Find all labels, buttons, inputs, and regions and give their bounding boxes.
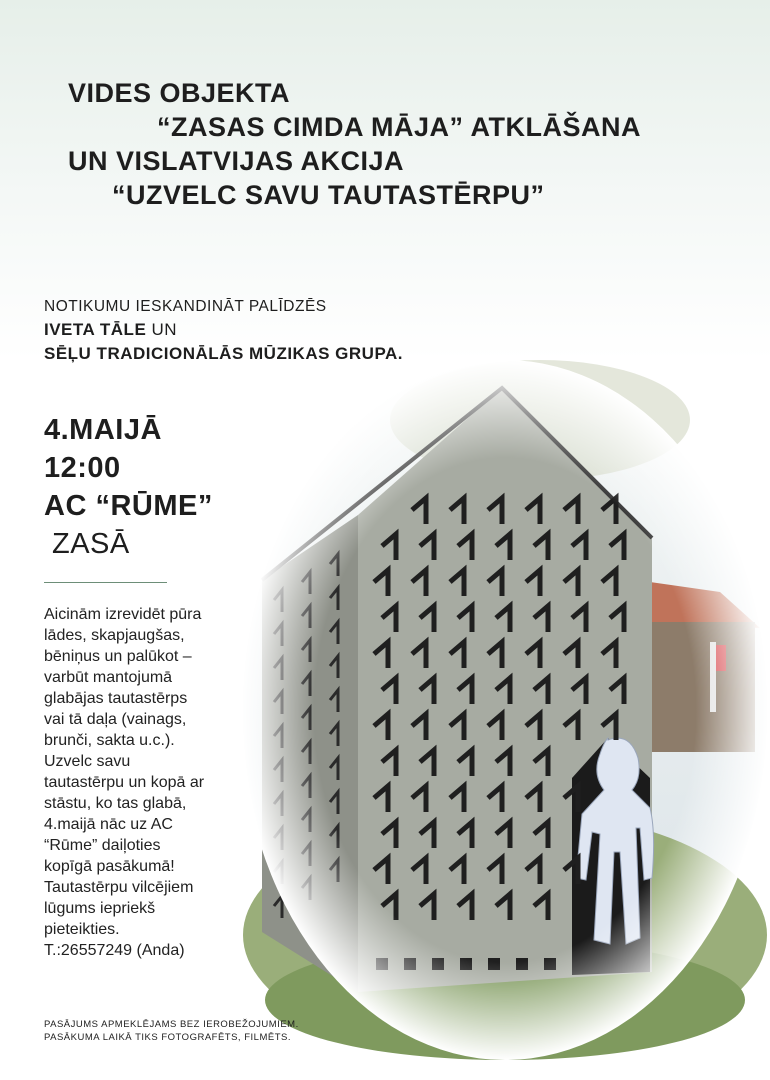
title-line-3: UN VISLATVIJAS AKCIJA bbox=[68, 146, 405, 176]
performer-names bbox=[44, 320, 177, 340]
title-line-4: “UZVELC SAVU TAUTASTĒRPU” bbox=[112, 180, 545, 210]
description-line: stāstu, ko tas glabā, bbox=[44, 795, 187, 812]
description-text bbox=[44, 604, 254, 961]
title-line-1: VIDES OBJEKTA bbox=[68, 78, 291, 108]
event-date: 4.MAIJĀ bbox=[44, 414, 162, 446]
description-line: glabājas tautastērps bbox=[44, 690, 188, 707]
description-line: bēniņus un palūkot – bbox=[44, 648, 192, 665]
description-line: varbūt mantojumā bbox=[44, 669, 173, 686]
description-line: Aicinām izrevidēt pūra bbox=[44, 606, 202, 623]
description-line: lūgums iepriekš bbox=[44, 900, 156, 917]
description-line: Uzvelc savu bbox=[44, 753, 131, 770]
description-line: pieteikties. bbox=[44, 921, 120, 938]
footer-line-1: PASĀJUMS APMEKLĒJAMS BEZ IEROBEŽOJUMIEM. bbox=[44, 1019, 299, 1030]
description-line: 4.maijā nāc uz AC bbox=[44, 816, 173, 833]
building-photo bbox=[240, 360, 770, 1060]
footer-line-2: PASĀKUMA LAIKĀ TIKS FOTOGRAFĒTS, FILMĒTS. bbox=[44, 1032, 291, 1043]
event-venue: AC “RŪME” bbox=[44, 490, 213, 522]
photo-vignette bbox=[240, 360, 770, 1060]
description-line: “Rūme” daiļoties bbox=[44, 837, 161, 854]
performers-intro: NOTIKUMU IESKANDINĀT PALĪDZĒS bbox=[44, 298, 327, 315]
description-line: brunči, sakta u.c.). bbox=[44, 732, 175, 749]
performer-and: UN bbox=[151, 320, 178, 339]
divider bbox=[44, 582, 167, 583]
description-line: kopīgā pasākumā! bbox=[44, 858, 175, 875]
description-line: Tautastērpu vilcējiem bbox=[44, 879, 194, 896]
description-line: tautastērpu un kopā ar bbox=[44, 774, 205, 791]
footer-notice bbox=[44, 1018, 299, 1044]
event-town: ZASĀ bbox=[52, 528, 130, 560]
performer-group: SĒĻU TRADICIONĀLĀS MŪZIKAS GRUPA. bbox=[44, 344, 404, 363]
performer-name: IVETA TĀLE bbox=[44, 320, 147, 339]
event-time: 12:00 bbox=[44, 452, 121, 484]
description-line: vai tā daļa (vainags, bbox=[44, 711, 187, 728]
description-line: T.:26557249 (Anda) bbox=[44, 942, 185, 959]
description-line: lādes, skapjaugšas, bbox=[44, 627, 185, 644]
title-line-2: “ZASAS CIMDA MĀJA” ATKLĀŠANA bbox=[157, 112, 641, 142]
